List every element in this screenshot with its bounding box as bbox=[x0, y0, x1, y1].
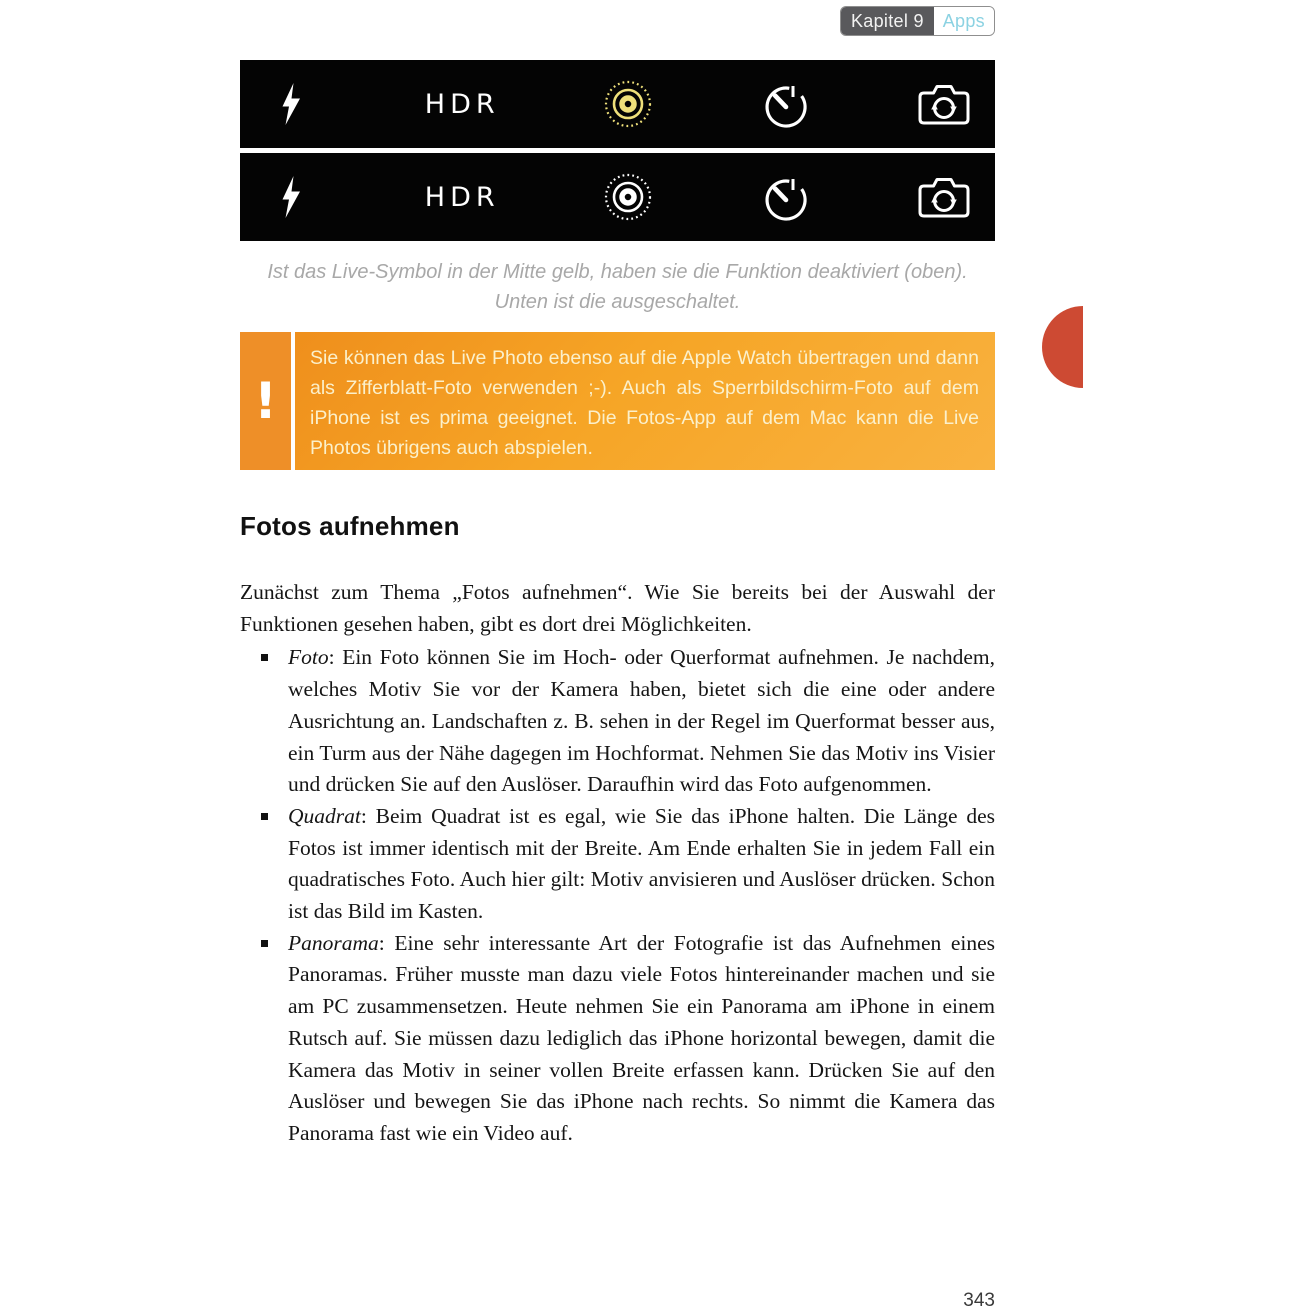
section-label: Apps bbox=[934, 7, 994, 35]
bullet-list bbox=[240, 642, 995, 1149]
bullet-text: : Beim Quadrat ist es egal, wie Sie das iPhone halten. Die Länge des Fotos ist immer identisch mit der Breite. Am Ende erhalten Sie in jedem Fall ein quadratisches Foto. Auch hier gilt: Motiv anvisieren und Auslöser drücken. Schon ist das Bild im Kasten. bbox=[288, 803, 995, 924]
camera-toolbar-live-on bbox=[240, 60, 995, 148]
flash-button[interactable] bbox=[262, 82, 320, 126]
bullet-square-icon bbox=[261, 654, 268, 661]
list-item bbox=[240, 642, 995, 801]
camera-toolbar-live-off bbox=[240, 153, 995, 241]
flash-icon bbox=[279, 82, 303, 126]
intro-paragraph: Zunächst zum Thema „Fotos aufnehmen“. Wie Sie bereits bei der Auswahl der Funktionen gesehen haben, gibt es dort drei Möglichkeiten. bbox=[240, 580, 995, 636]
hdr-button[interactable] bbox=[420, 89, 500, 120]
bullet-square-icon bbox=[261, 940, 268, 947]
camera-flip-button[interactable] bbox=[915, 176, 973, 218]
camera-flip-icon bbox=[917, 83, 971, 125]
page-number: 343 bbox=[963, 1290, 995, 1311]
bullet-square-icon bbox=[261, 813, 268, 820]
live-photo-button[interactable] bbox=[599, 78, 657, 130]
bullet-text: : Ein Foto können Sie im Hoch- oder Querformat aufnehmen. Je nachdem, welches Motiv Sie vor der Kamera haben, bietet sich die eine oder andere Ausrichtung an. Landschaften z. B. sehen in der Regel im Querformat besser aus, ein Turm aus der Nähe dagegen im Hochformat. Nehmen Sie das Motiv ins Visier und drücken Sie auf den Auslöser. Daraufhin wird das Foto aufgenommen. bbox=[288, 645, 995, 797]
bullet-term: Quadrat bbox=[288, 803, 361, 828]
body-text bbox=[240, 577, 995, 1150]
chapter-thumb-tab bbox=[1042, 306, 1083, 388]
timer-icon bbox=[762, 173, 810, 221]
flash-button[interactable] bbox=[262, 175, 320, 219]
hdr-label: HDR bbox=[424, 181, 500, 213]
section-heading: Fotos aufnehmen bbox=[240, 511, 460, 541]
timer-button[interactable] bbox=[757, 173, 815, 221]
exclamation-icon: ! bbox=[240, 332, 291, 470]
note-box bbox=[240, 332, 995, 470]
bullet-text: : Eine sehr interessante Art der Fotografie ist das Aufnehmen eines Panoramas. Früher musste man dazu viele Fotos hintereinander machen und sie am PC zusammensetzen. Heute nehmen Sie ein Panorama am iPhone in einem Rutsch auf. Sie müssen dazu lediglich das iPhone horizontal bewegen, damit die Kamera das Motiv in seiner vollen Breite erfassen kann. Drücken Sie auf den Auslöser und bewegen Sie das iPhone nach rechts. So nimmt die Kamera das Panorama fast wie ein Video auf. bbox=[288, 930, 995, 1145]
list-item bbox=[240, 928, 995, 1150]
figure-caption: Ist das Live-Symbol in der Mitte gelb, haben sie die Funktion deaktiviert (oben). Unten ist die ausgeschaltet. bbox=[267, 261, 968, 313]
flash-icon bbox=[279, 175, 303, 219]
timer-icon bbox=[762, 80, 810, 128]
live-photo-icon bbox=[602, 171, 654, 223]
camera-flip-button[interactable] bbox=[915, 83, 973, 125]
timer-button[interactable] bbox=[757, 80, 815, 128]
note-text: Sie können das Live Photo ebenso auf die Apple Watch übertragen und dann als Zifferblatt-Foto verwenden ;-). Auch als Sperrbildschirm-Foto auf dem iPhone ist es prima geeignet. Die Fotos-App auf dem Mac kann die Live Photos übrigens auch abspielen. bbox=[295, 332, 995, 470]
hdr-button[interactable] bbox=[420, 182, 500, 213]
bullet-term: Foto bbox=[288, 645, 329, 670]
camera-flip-icon bbox=[917, 176, 971, 218]
list-item bbox=[240, 801, 995, 928]
bullet-term: Panorama bbox=[288, 930, 379, 955]
hdr-label: HDR bbox=[424, 88, 500, 120]
live-photo-button[interactable] bbox=[599, 171, 657, 223]
chapter-label: Kapitel 9 bbox=[841, 7, 934, 35]
chapter-badge bbox=[840, 6, 995, 36]
live-photo-icon bbox=[602, 78, 654, 130]
